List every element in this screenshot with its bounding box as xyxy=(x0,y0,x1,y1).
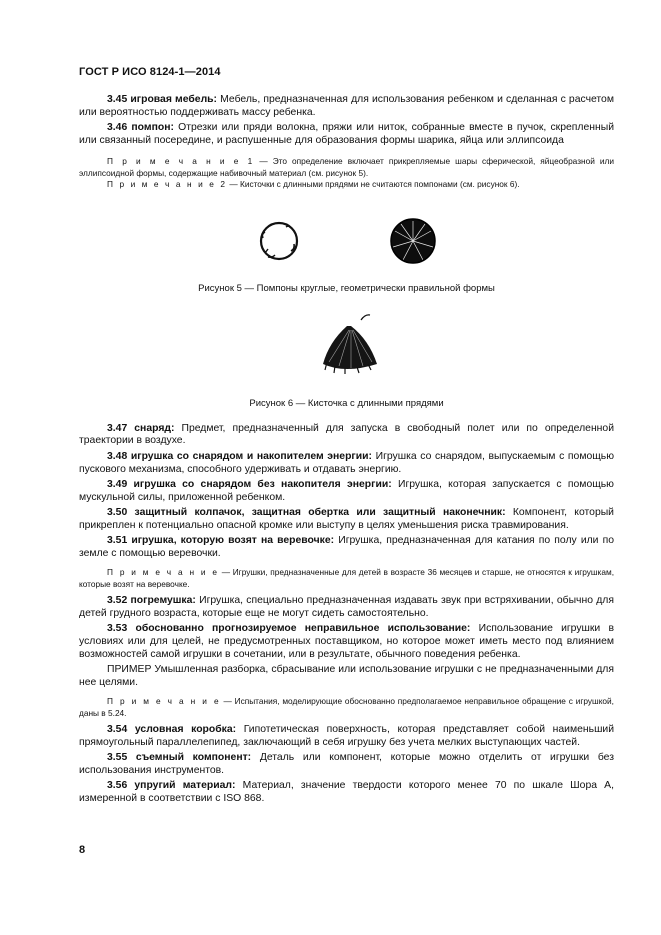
pompon-outline-drawing xyxy=(261,223,297,259)
term-definition: Деталь или компонент, которые можно отделить от игрушки без использования инструментов. xyxy=(79,752,614,777)
note-3-53 xyxy=(79,696,614,719)
term-3-48 xyxy=(79,451,614,477)
term-3-49 xyxy=(79,479,614,505)
standard-header: ГОСТ Р ИСО 8124-1—2014 xyxy=(79,66,221,78)
term-number: 3.52 xyxy=(107,595,128,607)
term-name: погремушка: xyxy=(130,595,196,607)
term-name: упругий материал: xyxy=(134,780,236,792)
term-number: 3.49 xyxy=(107,478,128,490)
tassel-illustration xyxy=(79,294,614,398)
note-text: — Игрушки, предназначенные для детей в возрасте 36 месяцев и старше, не относятся к игрушкам, которые возят на веревочке. xyxy=(79,567,614,589)
content-body xyxy=(79,94,614,809)
term-name: игрушка со снарядом и накопителем энергии: xyxy=(130,450,372,462)
note-label: П р и м е ч а н и е 2 xyxy=(107,179,228,190)
term-number: 3.48 xyxy=(107,450,128,462)
term-definition: Игрушка, предназначенная для катания по полу или по земле с помощью веревочки. xyxy=(79,535,614,559)
term-number: 3.45 xyxy=(107,94,128,105)
term-name: условная коробка: xyxy=(134,724,237,736)
term-number: 3.53 xyxy=(107,623,128,635)
note-text: — Кисточки с длинными прядями не считаются помпонами (см. рисунок 6). xyxy=(227,179,520,190)
pompon-filled-drawing xyxy=(391,219,435,263)
example-3-53: ПРИМЕР Умышленная разборка, сбрасывание или использование игрушки с не предназначенными для нее целями. xyxy=(79,664,614,688)
term-3-54 xyxy=(79,724,614,750)
term-number: 3.55 xyxy=(107,752,128,764)
term-3-56 xyxy=(79,780,614,806)
term-name: обоснованно прогнозируемое неправильное использование: xyxy=(135,623,471,635)
term-name: съемный компонент: xyxy=(135,752,252,764)
term-number: 3.54 xyxy=(107,724,128,736)
term-definition: Материал, значение твердости которого менее 70 по шкале Шора А, измеренной в соответствии с ISO 868. xyxy=(79,780,614,805)
term-3-53 xyxy=(79,623,614,661)
note-label: П р и м е ч а н и е xyxy=(107,696,221,707)
term-number: 3.56 xyxy=(107,780,128,792)
term-3-45 xyxy=(79,94,614,120)
note-pompon-2 xyxy=(79,179,614,191)
note-pompon-1 xyxy=(79,156,614,179)
note-label: П р и м е ч а н и е 1 xyxy=(107,156,255,167)
term-number: 3.47 xyxy=(107,422,128,434)
page-number: 8 xyxy=(79,844,86,856)
term-definition: Игрушка, специально предназначенная издавать звук при встряхивании, обычно для детей грудного возраста, которые еще не могут сидеть самостоятельно. xyxy=(79,595,614,619)
term-definition: Предмет, предназначенный для запуска в свободный полет или по определенной траектории в воздухе. xyxy=(79,422,615,447)
figure-5-caption: Рисунок 5 — Помпоны круглые, геометрически правильной формы xyxy=(198,282,495,294)
note-text: — Это определение включает прикрепляемые шары сферической, яйцеобразной или эллипсоидной формы, содержащие набивочный материал (см. рисунок 5). xyxy=(79,156,614,178)
pompon-illustrations xyxy=(79,191,614,283)
term-definition: Использование игрушки в условиях или для целей, не предусмотренных поставщиком, но которое может иметь место под влиянием возможностей самой игрушки в сочетании, или в результате, обычного поведения ребенка. xyxy=(79,623,614,660)
figure-6-caption: Рисунок 6 — Кисточка с длинными прядями xyxy=(249,397,444,409)
term-3-55 xyxy=(79,752,614,778)
term-name: помпон: xyxy=(131,122,174,134)
term-number: 3.46 xyxy=(107,122,128,134)
term-number: 3.50 xyxy=(107,506,128,518)
term-name: игрушка со снарядом без накопителя энергии: xyxy=(133,478,392,490)
term-3-46 xyxy=(79,122,614,148)
tassel-drawing xyxy=(323,315,377,374)
term-name: защитный колпачок, защитная обертка или защитный наконечник: xyxy=(134,506,506,518)
term-number: 3.51 xyxy=(107,535,128,547)
term-definition: Гипотетическая поверхность, которая представляет собой наименьший прямоугольный параллелепипед, заключающий в себя игрушку без учета мелких выступающих частей. xyxy=(79,724,615,749)
term-3-51 xyxy=(79,535,614,561)
term-definition: Мебель, предназначенная для использования ребенком и сделанная с расчетом или вероятностью поддерживать массу ребенка. xyxy=(79,94,614,118)
term-definition: Отрезки или пряди волокна, пряжи или ниток, собранные вместе в пучок, скрепленный или связанный посередине, и распушенные для образования формы шарика, яйца или эллипсоида xyxy=(79,122,614,146)
term-definition: Игрушка, которая запускается с помощью мускульной силы, приложенной ребенком. xyxy=(79,478,614,503)
term-3-50 xyxy=(79,507,614,533)
term-3-52 xyxy=(79,595,614,621)
note-text: — Испытания, моделирующие обоснованно предполагаемое неправильное обращение с игрушкой, даны в 5.24. xyxy=(79,696,614,718)
figure-5 xyxy=(79,191,614,283)
figure-6 xyxy=(79,294,614,398)
term-name: снаряд: xyxy=(134,422,175,434)
note-3-51 xyxy=(79,567,614,590)
note-label: П р и м е ч а н и е xyxy=(107,567,220,578)
term-3-47 xyxy=(79,423,614,449)
term-name: игровая мебель: xyxy=(130,94,218,105)
term-name: игрушка, которую возят на веревочке: xyxy=(131,535,335,547)
term-definition: Игрушка со снарядом, выпускаемым с помощью пускового механизма, способного удерживать и отдавать энергию. xyxy=(79,450,614,475)
term-definition: Компонент, который прикреплен к потенциально опасной кромке или выступу в целях уменьшения риска травмирования. xyxy=(79,506,614,531)
